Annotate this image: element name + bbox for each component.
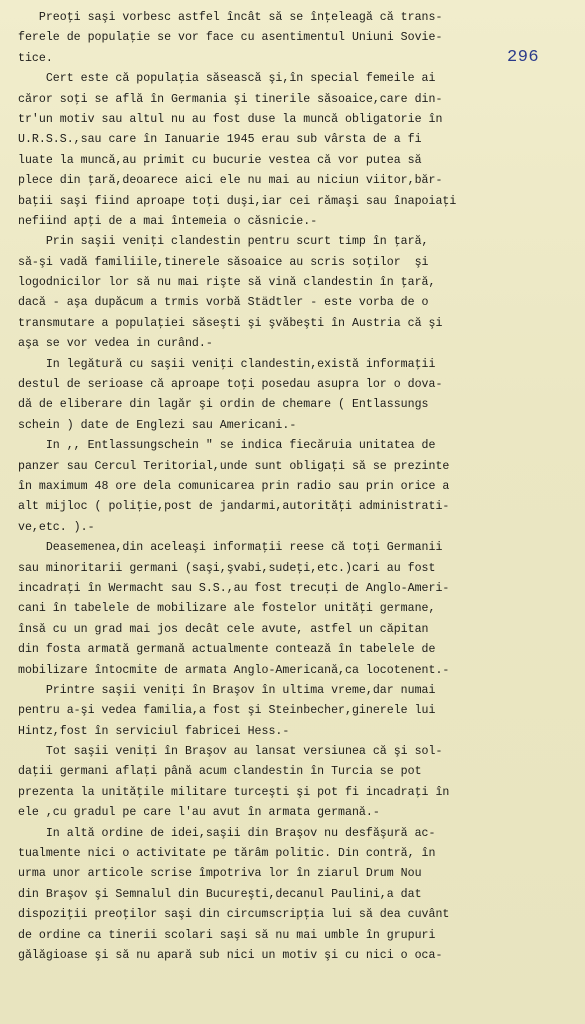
text-line: însă cu un grad mai jos decât cele avute, astfel un căpitan [18, 622, 429, 636]
text-line: incadraţi în Wermacht sau S.S.,au fost trecuţi de Anglo-Ameri- [18, 581, 450, 595]
text-line: tualmente nici o activitate pe tărâm politic. Din contră, în [18, 847, 436, 861]
text-line: ve,etc. ).- [18, 520, 95, 534]
text-line: Hintz,fost în serviciul fabricei Hess.- [18, 724, 290, 738]
text-line: tr'un motiv sau altul nu au fost duse la muncă obligatorie în [18, 112, 443, 126]
text-line: In legătură cu saşii veniţi clandestin,există informaţii [18, 357, 436, 371]
text-line: gălăgioase şi să nu apară sub nici un motiv şi cu nici o oca- [18, 948, 443, 962]
text-line: alt mijloc ( poliţie,post de jandarmi,autorităţi administrati- [18, 500, 450, 514]
text-line: destul de serioase că aproape toţi posedau asupra lor o dova- [18, 378, 443, 392]
text-line: Preoţi saşi vorbesc astfel încât să se înţeleagă că trans- [18, 11, 443, 24]
text-line: prezenta la unităţile militare turceşti şi pot fi incadraţi în [18, 785, 450, 799]
text-line: U.R.S.S.,sau care în Ianuarie 1945 erau sub vârsta de a fi [18, 133, 422, 147]
text-line: aşa se vor vedea in curând.- [18, 337, 213, 351]
text-line: panzer sau Cercul Teritorial,unde sunt obligaţi să se prezinte [18, 459, 450, 473]
text-line: ferele de populaţie se vor face cu asentimentul Uniuni Sovie- [18, 31, 443, 45]
page-number: 296 [507, 48, 540, 67]
document-body [18, 8, 585, 966]
text-line: Tot saşii veniţi în Braşov au lansat versiunea că şi sol- [18, 745, 443, 759]
text-line: In ,, Entlassungschein " se indica fiecăruia unitatea de [18, 439, 436, 453]
text-line: să-şi vadă familiile,tinerele săsoaice au scris soţilor şi [18, 255, 429, 269]
text-line: nefiind apţi de a mai întemeia o căsnicie.- [18, 214, 318, 228]
text-line: cani în tabelele de mobilizare ale fostelor unităţi germane, [18, 602, 436, 616]
text-line: baţii saşi fiind aproape toţi duşi,iar cei rămaşi sau înapoiaţi [18, 194, 457, 208]
text-line: dispoziţii preoţilor saşi din circumscripţia lui să dea cuvânt [18, 908, 450, 922]
text-line: daţii germani aflaţi până acum clandestin în Turcia se pot [18, 765, 422, 779]
text-line: din Braşov şi Semnalul din Bucureşti,decanul Paulini,a dat [18, 887, 422, 901]
text-line: logodnicilor lor să nu mai rişte să vină clandestin în ţară, [18, 276, 436, 290]
text-line: plece din ţară,deoarece aici ele nu mai au niciun viitor,băr- [18, 174, 443, 188]
text-line: în maximum 48 ore dela comunicarea prin radio sau prin orice a [18, 479, 450, 493]
text-line: In altă ordine de idei,saşii din Braşov nu desfăşură ac- [18, 826, 436, 840]
text-line: tice. [18, 51, 53, 65]
text-line: din fosta armată germană actualmente contează în tabelele de [18, 643, 436, 657]
text-line: mobilizare întocmite de armata Anglo-Americană,ca locotenent.- [18, 663, 450, 677]
text-line: de ordine ca tinerii scolari saşi să nu mai umble în grupuri [18, 928, 436, 942]
text-line: ele ,cu gradul pe care l'au avut în armata germană.- [18, 806, 380, 820]
text-line: dacă - aşa dupăcum a trmis vorbă Städtler - este vorba de o [18, 296, 429, 310]
text-line: luate la muncă,au primit cu bucurie vestea că vor putea să [18, 153, 422, 167]
text-line: Deasemenea,din aceleaşi informaţii reese că toţi Germanii [18, 541, 443, 555]
text-line: Prin saşii veniţi clandestin pentru scurt timp în ţară, [18, 235, 429, 249]
text-line: dă de eliberare din lagăr şi ordin de chemare ( Entlassungs [18, 398, 429, 412]
text-line: Printre saşii veniţi în Braşov în ultima vreme,dar numai [18, 683, 436, 697]
text-line: căror soţi se află în Germania şi tinerile săsoaice,care din- [18, 92, 443, 106]
text-line: urma unor articole scrise împotriva lor în ziarul Drum Nou [18, 867, 422, 881]
text-line: sau minoritarii germani (saşi,şvabi,sudeţi,etc.)cari au fost [18, 561, 436, 575]
text-line: Cert este că populaţia săsească şi,în special femeile ai [18, 72, 436, 86]
text-line: schein ) date de Englezi sau Americani.- [18, 418, 297, 432]
text-line: pentru a-şi vedea familia,a fost şi Steinbecher,ginerele lui [18, 704, 436, 718]
text-line: transmutare a populaţiei săseşti şi şvăbeşti în Austria că şi [18, 316, 443, 330]
